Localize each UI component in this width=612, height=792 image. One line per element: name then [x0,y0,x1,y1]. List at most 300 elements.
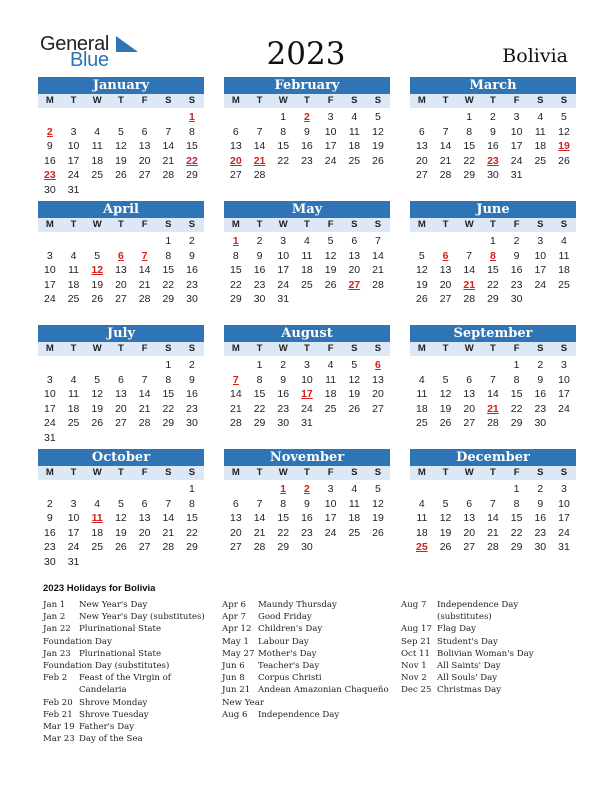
day-cell: 17 [67,526,80,539]
holiday-entry [43,672,213,696]
day-cell: 17 [558,512,570,524]
day-cell: 27 [463,417,476,429]
day-cell: 30 [534,417,547,429]
weekday-label: W [278,343,288,354]
day-cell: 16 [301,512,313,524]
weekday-label: S [560,95,568,106]
weekday-label: T [442,467,449,478]
day-cell: 24 [324,154,337,167]
weekday-label: W [464,219,474,230]
day-cell: 5 [94,373,101,386]
weekday-label: M [231,219,240,230]
day-cell: 7 [256,125,263,138]
day-cell: 21 [162,526,175,539]
day-cell: 11 [325,373,337,386]
day-cell: 3 [46,373,53,386]
holiday-entry [222,648,397,660]
month-january [38,77,204,197]
country-name: Bolivia [502,45,568,67]
day-cell: 18 [67,402,80,415]
weekday-header [410,466,576,480]
day-cell: 5 [94,249,101,262]
day-cell: 22 [162,402,175,415]
weekday-label: W [278,95,288,106]
day-cell: 8 [513,497,520,510]
day-cell: 5 [327,235,334,247]
day-cell: 7 [375,235,381,247]
day-cell: 29 [277,541,290,553]
day-cell: 19 [416,278,428,291]
day-cell: 21 [487,526,499,539]
day-cell: 29 [487,293,499,305]
weekday-label: M [417,343,426,354]
weekday-label: S [351,95,358,106]
day-cell: 21 [138,402,151,415]
calendar-year: 2023 [266,36,346,72]
day-cell: 6 [466,373,473,386]
day-cell: 20 [463,526,476,539]
day-cell: 26 [115,169,127,181]
weekday-header [224,466,390,480]
holiday-day-cell: 21 [487,402,499,415]
day-cell: 11 [416,388,428,400]
holiday-date: Mar 19 [43,722,75,733]
day-cell: 10 [277,249,290,262]
weekday-header [38,218,204,232]
day-cell: 15 [277,512,290,524]
holiday-date: Apr 7 [222,612,247,623]
day-cell: 27 [372,402,384,415]
empty-cell [410,234,434,249]
day-cell: 6 [466,497,473,510]
day-cell: 4 [561,235,567,247]
holiday-entry [222,611,397,623]
day-cell: 16 [253,264,266,276]
day-cell: 17 [67,154,80,167]
day-cell: 12 [115,140,127,152]
day-cell: 17 [44,402,56,415]
day-cell: 22 [162,278,175,291]
day-cell: 26 [91,293,104,305]
empty-cell [109,110,133,125]
day-cell: 5 [375,111,381,123]
empty-cell [457,482,481,497]
weekday-label: T [70,95,77,106]
holiday-date: Aug 17 [401,624,432,635]
holiday-name: Christmas Day [437,685,502,696]
day-cell: 10 [44,388,56,400]
day-cell: 13 [138,140,151,152]
day-cell: 6 [418,125,425,138]
day-cell: 8 [466,125,473,138]
day-cell: 15 [162,264,175,276]
day-cell: 5 [418,249,425,262]
day-cell: 22 [487,278,499,291]
holiday-day-cell: 1 [189,111,195,123]
day-cell: 24 [67,541,80,553]
holiday-name: Plurinational State Foundation Day (substitutes) [43,648,170,672]
holiday-entry [401,599,571,623]
day-cell: 10 [67,512,80,524]
month-february [224,77,390,183]
day-cell: 30 [534,541,547,553]
holiday-entry [222,623,397,635]
day-cell: 20 [115,278,127,291]
holiday-date: Jan 22 [43,624,71,635]
day-cell: 8 [513,373,520,386]
day-cell: 14 [162,140,175,152]
day-cell: 28 [138,293,151,305]
empty-cell [133,358,157,373]
month-november [224,449,390,555]
day-cell: 10 [534,249,547,262]
holiday-date: Apr 6 [222,600,247,610]
day-cell: 23 [277,402,290,415]
day-cell: 29 [186,541,198,553]
holiday-day-cell: 2 [303,483,310,495]
day-cell: 25 [348,526,361,539]
day-cell: 24 [301,402,313,415]
day-cell: 31 [301,417,313,429]
weekday-label: S [560,467,568,478]
weekday-label: W [464,467,474,478]
day-cell: 30 [186,293,198,305]
weekday-label: S [165,467,172,478]
day-cell: 10 [67,140,80,152]
day-cell: 1 [280,111,287,123]
weekday-label: T [118,219,124,230]
holiday-date: Nov 2 [401,673,427,684]
day-cell: 2 [189,235,195,247]
empty-cell [85,234,109,249]
day-cell: 30 [301,541,313,553]
day-cell: 13 [115,388,127,400]
day-cell: 21 [162,154,175,167]
weekday-label: W [278,467,288,478]
weekday-label: T [304,95,310,106]
empty-cell [224,358,248,373]
day-cell: 17 [277,264,290,276]
day-cell: 22 [277,526,290,539]
day-cell: 17 [558,388,570,400]
day-cell: 15 [230,264,242,276]
day-cell: 18 [324,388,337,400]
day-cell: 27 [463,541,476,553]
day-cell: 17 [324,140,337,152]
empty-cell [62,358,86,373]
weekday-label: F [513,95,520,106]
empty-cell [248,110,272,125]
weekday-label: S [537,219,544,230]
holiday-entry [222,672,397,684]
holiday-name: Shrove Tuesday [79,709,149,720]
day-cell: 14 [372,249,384,262]
empty-cell [85,358,109,373]
holiday-date: Jan 2 [43,612,66,623]
day-cell: 20 [372,388,384,400]
holiday-day-cell: 6 [442,249,449,262]
day-cell: 4 [418,497,425,510]
holiday-entry [401,684,571,696]
weekday-label: T [256,219,263,230]
day-cell: 18 [301,264,313,276]
day-cell: 29 [186,169,198,181]
month-title: May [224,201,390,218]
holiday-day-cell: 2 [46,125,53,138]
empty-cell [434,110,458,125]
day-cell: 24 [44,293,56,305]
empty-cell [410,110,434,125]
holiday-date: Feb 20 [43,697,73,708]
day-grid [410,110,576,183]
holiday-day-cell: 27 [348,278,361,291]
day-cell: 3 [327,483,334,495]
month-title: December [410,449,576,466]
day-cell: 9 [513,249,520,262]
holiday-column [401,599,571,697]
weekday-label: T [70,467,77,478]
holiday-entry [43,623,213,647]
day-cell: 20 [230,526,242,539]
day-cell: 5 [442,373,449,386]
weekday-label: W [464,95,474,106]
day-cell: 8 [280,497,287,510]
day-cell: 18 [348,512,361,524]
day-cell: 25 [67,293,80,305]
day-cell: 25 [91,169,104,181]
day-cell: 1 [189,483,195,495]
day-cell: 18 [348,140,361,152]
holiday-date: Oct 11 [401,648,430,659]
day-cell: 18 [416,526,428,539]
day-cell: 20 [463,402,476,415]
empty-cell [62,482,86,497]
weekday-label: W [92,467,102,478]
weekday-label: S [165,219,172,230]
day-cell: 17 [44,278,56,291]
day-cell: 13 [416,140,428,152]
holiday-day-cell: 21 [463,278,476,291]
day-cell: 29 [510,541,523,553]
empty-cell [133,234,157,249]
day-cell: 12 [372,125,384,138]
day-cell: 3 [327,111,334,123]
day-cell: 9 [489,125,496,138]
day-cell: 13 [348,249,361,262]
day-cell: 24 [324,526,337,539]
day-cell: 4 [303,235,310,247]
day-cell: 9 [189,249,195,262]
day-cell: 1 [513,359,520,371]
day-cell: 30 [487,169,499,181]
holiday-date: May 27 [222,648,255,659]
empty-cell [156,110,180,125]
day-cell: 7 [256,497,263,510]
day-cell: 12 [348,373,361,386]
day-cell: 7 [489,497,496,510]
weekday-label: S [537,95,544,106]
weekday-label: S [351,343,358,354]
holiday-day-cell: 12 [91,264,104,276]
empty-cell [156,482,180,497]
day-cell: 12 [439,512,452,524]
weekday-label: T [304,343,310,354]
day-cell: 3 [537,235,544,247]
weekday-label: F [513,219,520,230]
empty-cell [85,110,109,125]
weekday-label: M [417,467,426,478]
weekday-label: M [231,467,240,478]
logo-blue-text: Blue [70,49,109,71]
day-cell: 8 [165,249,172,262]
day-cell: 8 [232,249,239,262]
day-cell: 28 [253,169,266,181]
day-cell: 30 [277,417,290,429]
holiday-name: Plurinational State Foundation Day [43,624,162,647]
day-cell: 25 [67,417,80,429]
day-cell: 21 [253,526,266,539]
weekday-label: W [92,343,102,354]
day-cell: 12 [91,388,104,400]
day-cell: 4 [418,373,425,386]
empty-cell [224,110,248,125]
day-cell: 5 [117,125,124,138]
day-cell: 6 [351,235,358,247]
day-cell: 3 [70,497,77,510]
weekday-label: S [560,343,568,354]
day-cell: 9 [189,373,195,386]
weekday-label: T [70,219,77,230]
day-cell: 29 [463,169,476,181]
weekday-label: S [560,219,568,230]
holiday-date: Feb 21 [43,709,73,720]
day-cell: 26 [348,402,361,415]
day-cell: 28 [138,417,151,429]
weekday-label: T [490,219,496,230]
empty-cell [224,482,248,497]
empty-cell [410,358,434,373]
day-cell: 13 [138,512,151,524]
day-cell: 2 [513,235,520,247]
holiday-name: New Year's Day [79,600,148,610]
holiday-name: Corpus Christi [258,673,322,684]
weekday-label: S [165,343,172,354]
weekday-label: T [304,467,310,478]
month-july [38,325,204,445]
day-cell: 19 [115,526,127,539]
day-cell: 9 [256,249,263,262]
day-cell: 20 [348,264,361,276]
weekday-label: W [92,95,102,106]
day-cell: 8 [189,497,195,510]
empty-cell [62,234,86,249]
day-cell: 30 [186,417,198,429]
day-cell: 21 [138,278,151,291]
holiday-entry [401,636,571,648]
holiday-entry [401,648,571,660]
day-cell: 31 [67,183,80,196]
day-cell: 15 [463,140,476,152]
holiday-entry [222,709,397,721]
holiday-name: All Souls' Day [437,673,498,684]
day-cell: 1 [513,483,520,495]
day-cell: 9 [537,373,544,386]
weekday-label: S [374,219,382,230]
day-cell: 28 [372,278,384,291]
weekday-label: S [188,343,196,354]
holiday-day-cell: 6 [117,249,124,262]
month-title: September [410,325,576,342]
day-cell: 27 [416,169,428,181]
day-cell: 19 [91,278,104,291]
weekday-label: F [513,343,520,354]
day-cell: 27 [138,169,151,181]
day-cell: 5 [351,359,358,371]
day-cell: 5 [375,483,381,495]
day-cell: 3 [561,359,567,371]
day-cell: 23 [534,526,547,539]
weekday-label: T [118,343,124,354]
day-cell: 3 [513,111,520,123]
holiday-entry [43,709,213,721]
day-cell: 20 [138,154,151,167]
day-cell: 29 [162,417,175,429]
day-cell: 1 [165,359,172,371]
weekday-header [38,466,204,480]
day-cell: 30 [253,293,266,305]
holiday-name: Labour Day [258,636,309,647]
day-cell: 25 [91,541,104,553]
day-cell: 14 [463,264,476,276]
weekday-label: T [256,467,263,478]
empty-cell [109,358,133,373]
day-grid [224,358,390,431]
month-title: June [410,201,576,218]
holiday-day-cell: 23 [44,169,56,181]
empty-cell [457,358,481,373]
holiday-date: Nov 1 [401,661,427,672]
day-cell: 20 [439,278,452,291]
day-cell: 6 [232,497,239,510]
day-cell: 14 [253,512,266,524]
day-cell: 4 [94,497,101,510]
day-cell: 3 [46,249,53,262]
holiday-name: Mother's Day [258,648,317,659]
day-cell: 10 [301,373,313,386]
holiday-name: Independence Day [258,709,340,720]
weekday-label: W [92,219,102,230]
day-cell: 1 [466,111,473,123]
month-title: October [38,449,204,466]
weekday-label: T [442,219,449,230]
day-cell: 14 [138,264,151,276]
day-cell: 26 [372,154,384,167]
month-may [224,201,390,307]
holiday-name: Father's Day [79,722,135,733]
day-cell: 16 [44,154,56,167]
weekday-label: F [327,219,334,230]
holiday-day-cell: 20 [230,154,242,167]
holiday-date: Aug 6 [222,709,248,720]
weekday-label: W [278,219,288,230]
empty-cell [248,482,272,497]
day-cell: 1 [489,235,496,247]
weekday-label: S [351,219,358,230]
day-grid [38,358,204,445]
empty-cell [38,482,62,497]
day-cell: 19 [324,264,337,276]
day-cell: 24 [510,154,523,167]
